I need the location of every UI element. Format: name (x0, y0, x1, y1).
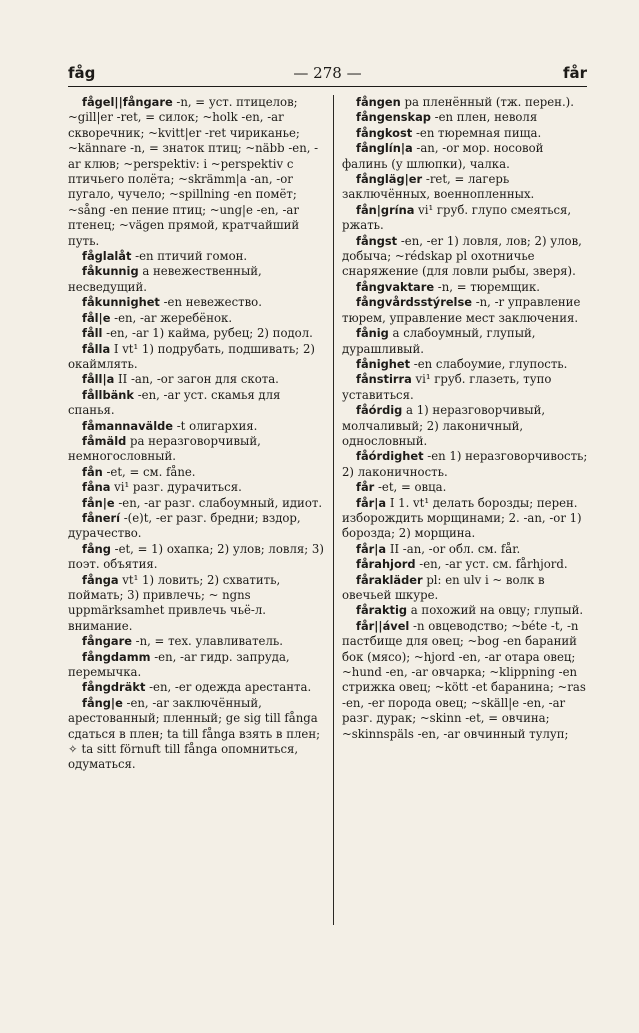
entry-headword: fång (82, 541, 111, 556)
column-divider (333, 95, 334, 925)
left-column (68, 95, 326, 773)
dictionary-entry (68, 249, 326, 264)
right-guide-word: får (562, 64, 587, 82)
entry-headword: fånstirra (356, 372, 412, 387)
dictionary-entry (342, 542, 588, 557)
entry-definition: I 1. vt¹ делать борозды; перен. изборождить морщинами; 2. -an, -or 1) борозда; 2) морщина. (342, 495, 582, 541)
left-guide-word: fåg (68, 64, 96, 82)
entry-headword: fångare (82, 634, 132, 649)
entry-definition: -en, -ar гидр. запруда, перемычка. (68, 649, 290, 680)
right-column (342, 95, 588, 742)
entry-definition: -en тюремная пища. (412, 125, 542, 140)
dictionary-entry (68, 696, 326, 773)
dictionary-entry (342, 449, 588, 480)
dictionary-entry (68, 542, 326, 573)
entry-definition: vi¹ груб. глупо смеяться, ржать. (342, 202, 572, 233)
entry-definition: -n овцеводство; ~béte -t, -n пастбище для овец; ~bog -en бараний бок (мясо); ~hjord -en, -ar отара овец; ~hund -en, -ar овчарка; ~klippning -en стрижка овец; ~kött -et баранина; ~ras -en, -er порода овец; ~skäll|e -en, -ar разг. дурак; ~skinn -et, = овчина; ~skinnspäls -en, -ar овчинный тулуп; (342, 618, 586, 741)
dictionary-entry (342, 203, 588, 234)
dictionary-entry (342, 110, 588, 125)
dictionary-entry (342, 295, 588, 326)
entry-headword: fåórdighet (356, 449, 424, 464)
entry-headword: fångdamm (82, 649, 151, 664)
dictionary-entry (342, 172, 588, 203)
entry-headword: får|a (356, 495, 387, 510)
entry-headword: fånglín|a (356, 141, 413, 156)
dictionary-entry (342, 357, 588, 372)
entry-headword: fåkunnig (82, 264, 139, 279)
entry-headword: fårakläder (356, 572, 423, 587)
dictionary-entry (342, 280, 588, 295)
entry-definition: -en, -ar уст. см. fårhjord. (415, 557, 568, 572)
entry-definition: a похожий на овцу; глупый. (407, 603, 584, 618)
entry-headword: fåraktig (356, 603, 408, 618)
dictionary-entry (342, 372, 588, 403)
entry-headword: fån|e (82, 495, 115, 510)
dictionary-entry (68, 465, 326, 480)
dictionary-entry (342, 603, 588, 618)
entry-headword: fåglalåt (82, 249, 132, 264)
dictionary-entry (68, 295, 326, 310)
entry-definition: -n, = уст. птицелов; ~gill|er -ret, = силок; ~holk -en, -ar скворечник; ~kvitt|er -ret чириканье; ~kännare -n, = знаток птиц; ~näbb -en, -ar клюв; ~perspektiv: i ~perspektiv с птичьего полёта; ~skrämm|a -an, -or пугало, чучело; ~spillning -en помёт; ~sång -en пение птиц; ~ung|e -en, -ar птенец; ~vägen прямой, кратчайший путь. (68, 95, 319, 248)
entry-headword: fångst (356, 233, 398, 248)
entry-definition: -(e)t, -er разг. бредни; вздор, дурачество. (68, 510, 301, 541)
dictionary-entry (342, 480, 588, 495)
entry-headword: fågel||fångare (82, 95, 173, 109)
entry-definition: -n, = тех. улавливатель. (131, 634, 283, 649)
entry-headword: fånighet (356, 356, 411, 371)
entry-definition: -en 1) неразговорчивость; 2) лаконичность. (342, 449, 588, 479)
entry-definition: pa неразговорчивый, немногословный. (68, 433, 261, 464)
entry-headword: fån (82, 464, 103, 479)
entry-definition: vi¹ груб. глазеть, тупо уставиться. (342, 372, 552, 402)
dictionary-entry (342, 619, 588, 742)
dictionary-entry (68, 496, 326, 511)
dictionary-entry (342, 557, 588, 572)
entry-headword: fånerí (82, 510, 120, 525)
dictionary-entry (342, 126, 588, 141)
entry-definition: -en, -ar разг. слабоумный, идиот. (114, 495, 323, 510)
entry-headword: fångenskap (356, 110, 431, 125)
entry-definition: a 1) неразговорчивый, молчаливый; 2) лаконичный, однословный. (342, 403, 546, 448)
dictionary-entry (68, 434, 326, 465)
entry-headword: fången (356, 95, 401, 109)
dictionary-entry (68, 264, 326, 295)
entry-definition: -en птичий гомон. (131, 249, 248, 264)
entry-headword: får|a (356, 541, 387, 556)
entry-headword: fån|grína (356, 202, 415, 217)
entry-definition: pa пленённый (тж. перен.). (400, 95, 574, 109)
dictionary-entry (68, 511, 326, 542)
entry-definition: -en, -er одежда арестанта. (145, 680, 312, 695)
entry-definition: I vt¹ 1) подрубать, подшивать; 2) окаймлять. (68, 341, 315, 371)
entry-headword: fållbänk (82, 387, 134, 402)
entry-definition: -en, -ar жеребёнок. (110, 310, 233, 325)
dictionary-entry (68, 372, 326, 387)
dictionary-entry (68, 480, 326, 495)
entry-definition: a невежественный, несведущий. (68, 264, 262, 294)
entry-headword: fåna (82, 480, 111, 495)
entry-headword: fårahjord (356, 557, 416, 572)
entry-headword: fåmannavälde (82, 418, 173, 433)
entry-definition: vt¹ 1) ловить; 2) схватить, поймать; 3) привлечь; ~ ngns uppmärksamhet привлечь чьё-л. внимание. (68, 572, 281, 633)
entry-definition: pl: en ulv i ~ волк в овечьей шкуре. (342, 572, 545, 602)
entry-definition: -et, = овца. (374, 480, 447, 495)
dictionary-entry (68, 573, 326, 635)
entry-headword: får||ável (356, 618, 410, 633)
entry-headword: fålla (82, 341, 111, 356)
entry-definition: -et, = см. fåne. (102, 464, 196, 479)
entry-headword: fånga (82, 572, 119, 587)
entry-definition: -ret, = лагерь заключённых, военнопленных. (342, 172, 535, 202)
entry-definition: vi¹ разг. дурачиться. (110, 480, 242, 495)
entry-definition: -n, -r управление тюрем, управление мест заключения. (342, 295, 581, 325)
entry-headword: fåll|a (82, 372, 115, 387)
dictionary-entry (342, 234, 588, 280)
dictionary-entry (68, 650, 326, 681)
dictionary-entry (342, 95, 588, 110)
dictionary-entry (342, 141, 588, 172)
entry-definition: -en невежество. (159, 295, 262, 310)
entry-definition: -n, = тюремщик. (434, 279, 541, 294)
entry-headword: fång|e (82, 695, 123, 710)
entry-definition: -et, = 1) охапка; 2) улов; ловля; 3) поэт. объятия. (68, 541, 324, 572)
entry-headword: får (356, 480, 375, 495)
entry-headword: fångvaktare (356, 279, 435, 294)
entry-definition: -en, -ar уст. скамья для спанья. (68, 387, 281, 418)
entry-definition: II -an, -or обл. см. får. (386, 541, 521, 556)
entry-definition: a слабоумный, глупый, дурашливый. (342, 326, 536, 356)
dictionary-entry (68, 342, 326, 373)
dictionary-entry (68, 634, 326, 649)
entry-definition: II -an, -or загон для скота. (114, 372, 279, 387)
entry-headword: fål|e (82, 310, 111, 325)
dictionary-entry (68, 95, 326, 249)
entry-definition: -en, -ar заключённый, арестованный; пленный; ge sig till fånga сдаться в плен; ta till fånga взять в плен; ✧ ta sitt förnuft till fånga опомниться, одуматься. (68, 695, 321, 772)
entry-headword: fångkost (356, 125, 413, 140)
dictionary-entry (68, 419, 326, 434)
entry-headword: fånig (356, 326, 389, 341)
page-number: — 278 — (293, 64, 362, 82)
entry-headword: fångläg|er (356, 172, 423, 187)
entry-headword: fåórdig (356, 403, 403, 418)
dictionary-entry (342, 403, 588, 449)
dictionary-entry (68, 311, 326, 326)
dictionary-entry (342, 496, 588, 542)
entry-headword: fångdräkt (82, 680, 146, 695)
entry-headword: fåll (82, 326, 103, 341)
entry-definition: -an, -or мор. носовой фалинь (у шлюпки), чалка. (342, 141, 544, 171)
dictionary-entry (342, 326, 588, 357)
entry-definition: -en плен, неволя (430, 110, 538, 125)
entry-definition: -t олигархия. (173, 418, 258, 433)
entry-headword: fåkunnighet (82, 295, 160, 310)
entry-definition: -en, -ar 1) кайма, рубец; 2) подол. (102, 326, 313, 341)
dictionary-entry (68, 326, 326, 341)
entry-headword: fåmäld (82, 433, 127, 448)
entry-definition: -en, -er 1) ловля, лов; 2) улов, добыча; ~rédskap pl охотничье снаряжение (для ловли рыбы, зверя). (342, 233, 582, 279)
entry-headword: fångvårdsstýrelse (356, 295, 472, 310)
dictionary-entry (342, 573, 588, 604)
entry-definition: -en слабоумие, глупость. (410, 356, 568, 371)
dictionary-entry (68, 680, 326, 695)
dictionary-entry (68, 388, 326, 419)
page-header (68, 62, 587, 87)
